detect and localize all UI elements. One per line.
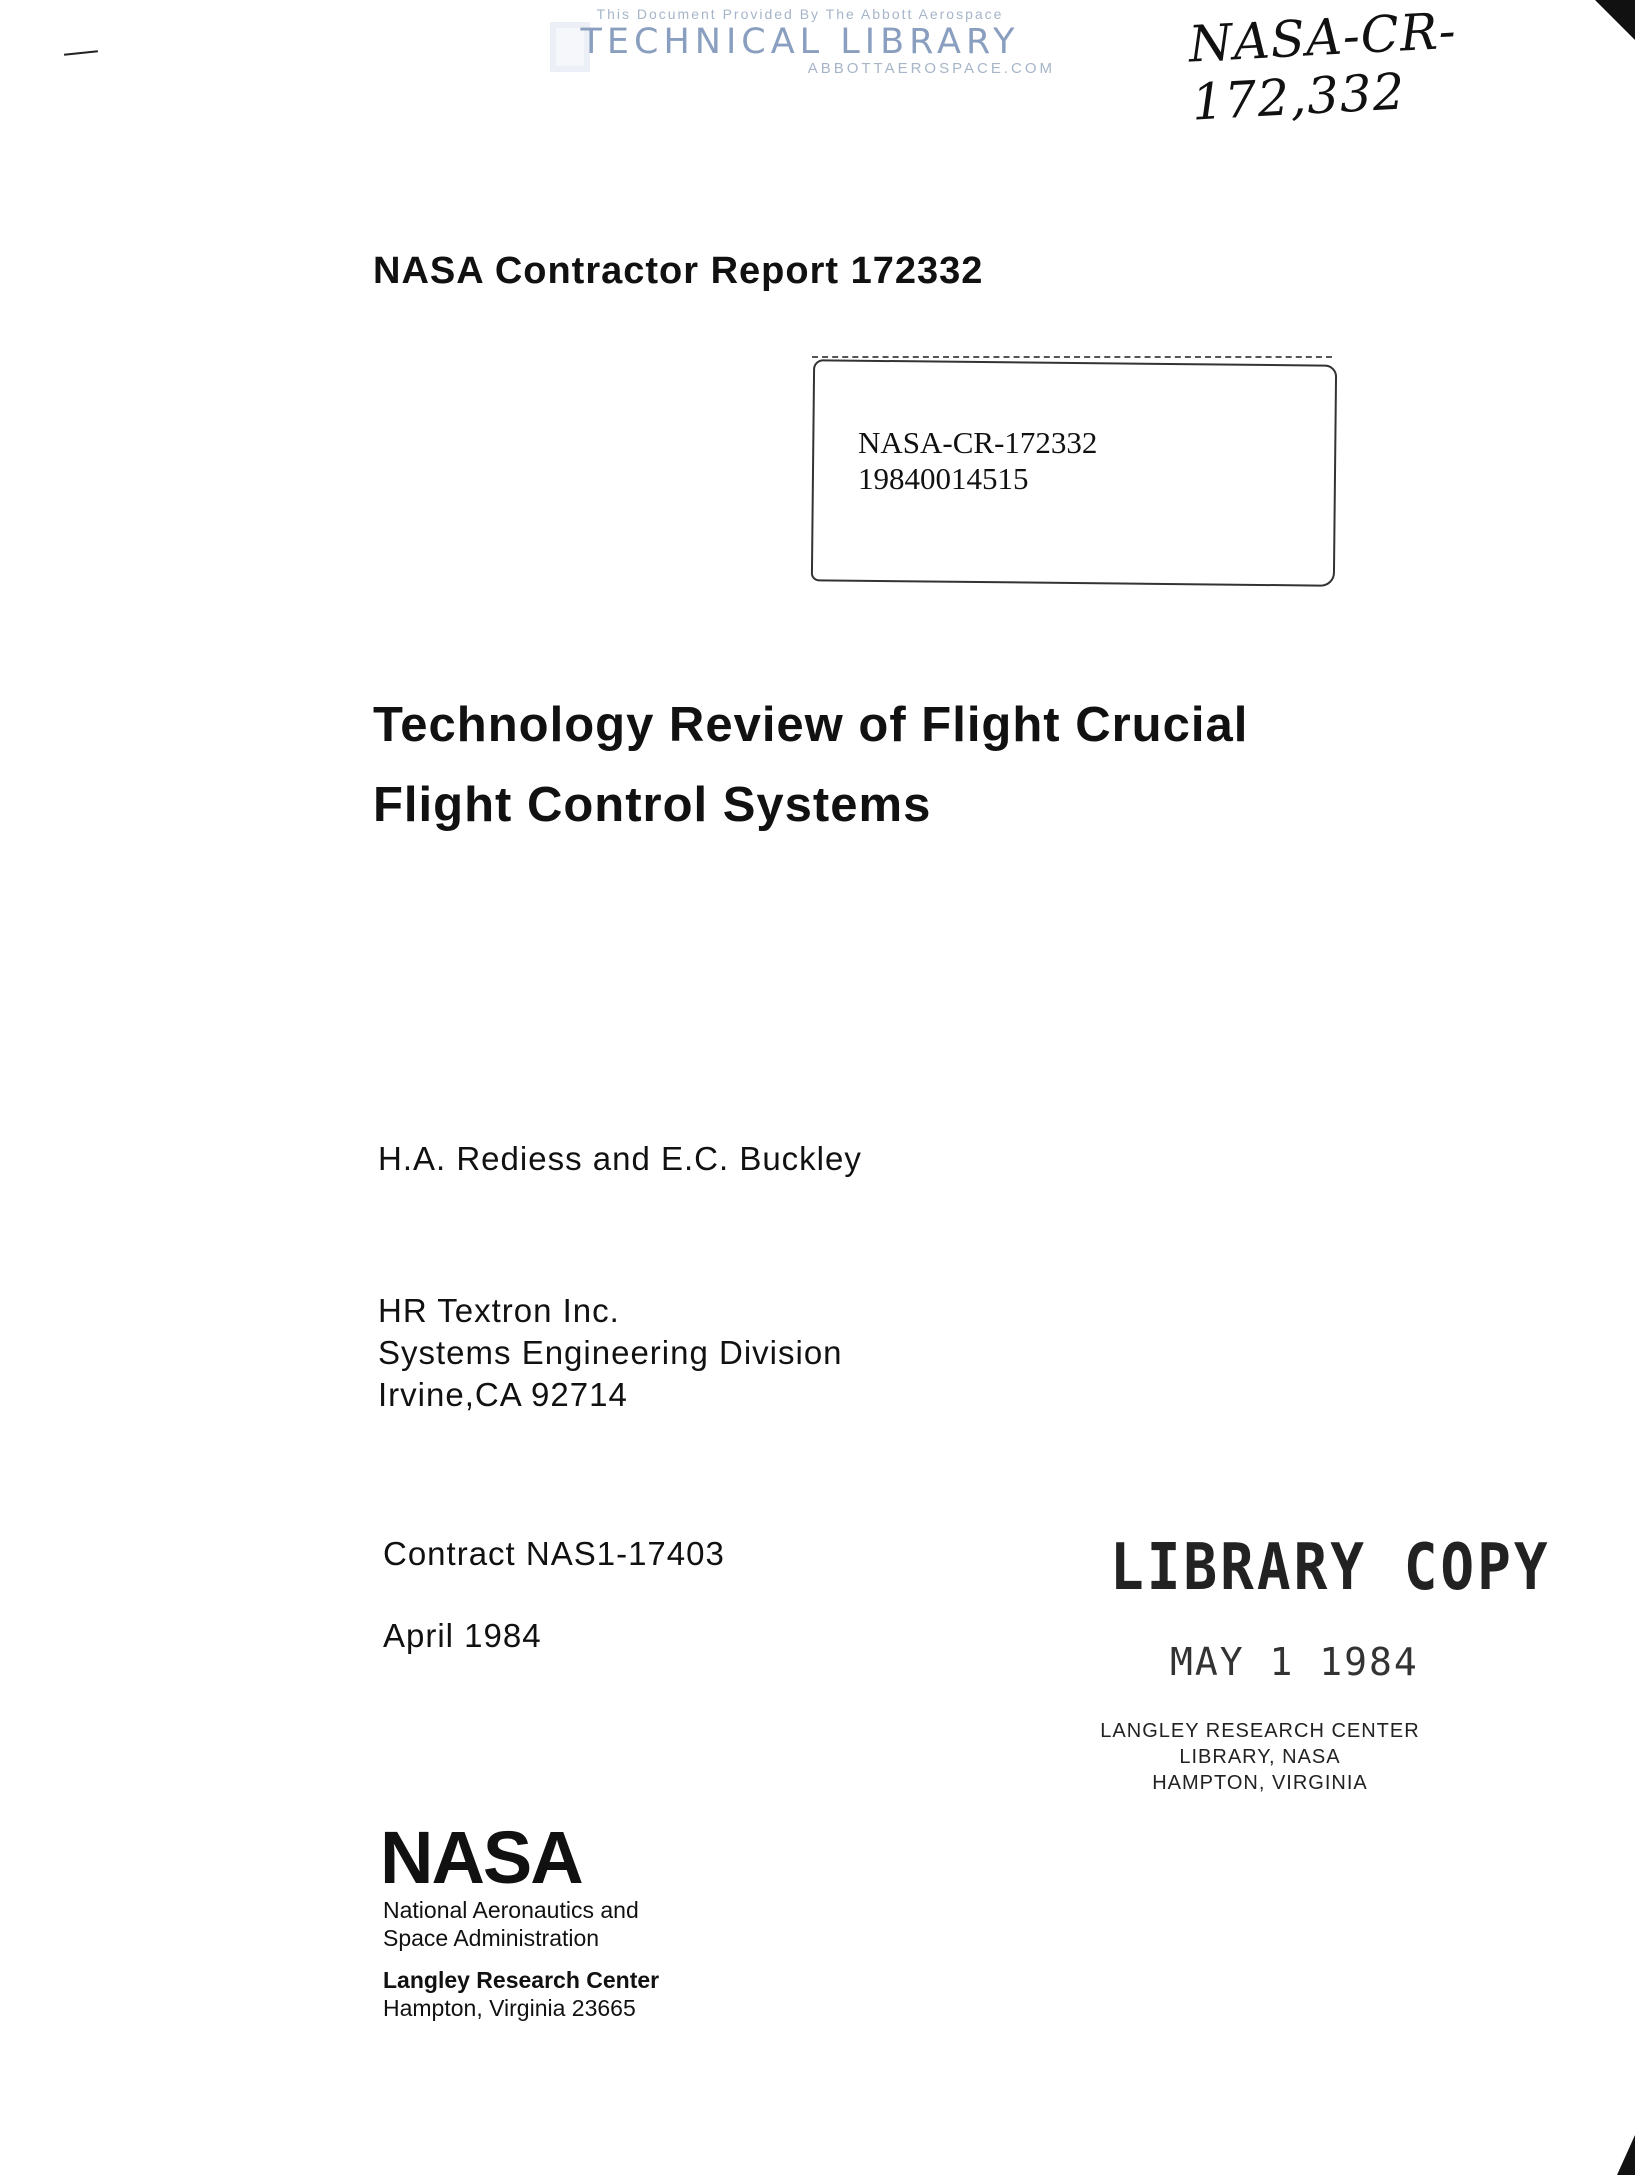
publication-date: April 1984	[383, 1617, 542, 1654]
agency-line-1: National Aeronautics and	[383, 1897, 639, 1923]
watermark-library: TECHNICAL LIBRARY	[580, 22, 1020, 62]
research-center	[383, 1966, 659, 2022]
org-location: Irvine,CA 92714	[378, 1376, 628, 1413]
library-address-line-1: LANGLEY RESEARCH CENTER	[1100, 1720, 1420, 1742]
title-line-2: Flight Control Systems	[373, 778, 932, 832]
watermark-provider: This Document Provided By The Abbott Aerospace	[596, 6, 1004, 22]
stamp-top-line	[812, 356, 1332, 358]
library-copy-stamp: LIBRARY COPY	[1110, 1530, 1551, 1605]
agency-line-2: Space Administration	[383, 1925, 600, 1951]
library-stamp-address	[1080, 1718, 1440, 1796]
org-division: Systems Engineering Division	[378, 1334, 843, 1371]
document-title	[373, 685, 1248, 845]
nasa-logo-text: NASA	[380, 1825, 582, 1887]
library-address-line-2: LIBRARY, NASA	[1179, 1746, 1341, 1768]
library-address-line-3: HAMPTON, VIRGINIA	[1152, 1772, 1368, 1794]
report-number: NASA Contractor Report 172332	[373, 250, 984, 292]
corner-fold-bottom	[1617, 2135, 1635, 2175]
corner-fold-top	[1595, 0, 1635, 40]
contract-number: Contract NAS1-17403	[383, 1535, 725, 1572]
watermark-url: ABBOTTAEROSPACE.COM	[807, 60, 1055, 77]
accession-line-1: NASA-CR-172332	[858, 425, 1098, 460]
library-stamp-date: MAY 1 1984	[1170, 1640, 1419, 1684]
accession-stamp	[858, 425, 1097, 497]
nasa-logo-icon	[380, 1825, 608, 1887]
handwritten-number: NASA-CR-172,332	[1187, 1, 1458, 132]
title-line-1: Technology Review of Flight Crucial	[373, 698, 1249, 752]
authors: H.A. Rediess and E.C. Buckley	[378, 1140, 862, 1177]
organization	[378, 1290, 843, 1416]
center-name: Langley Research Center	[383, 1967, 660, 1993]
scan-mark	[64, 50, 98, 56]
center-address: Hampton, Virginia 23665	[383, 1995, 636, 2021]
accession-line-2: 19840014515	[858, 461, 1029, 496]
agency-name	[383, 1896, 639, 1952]
org-name: HR Textron Inc.	[378, 1292, 620, 1329]
